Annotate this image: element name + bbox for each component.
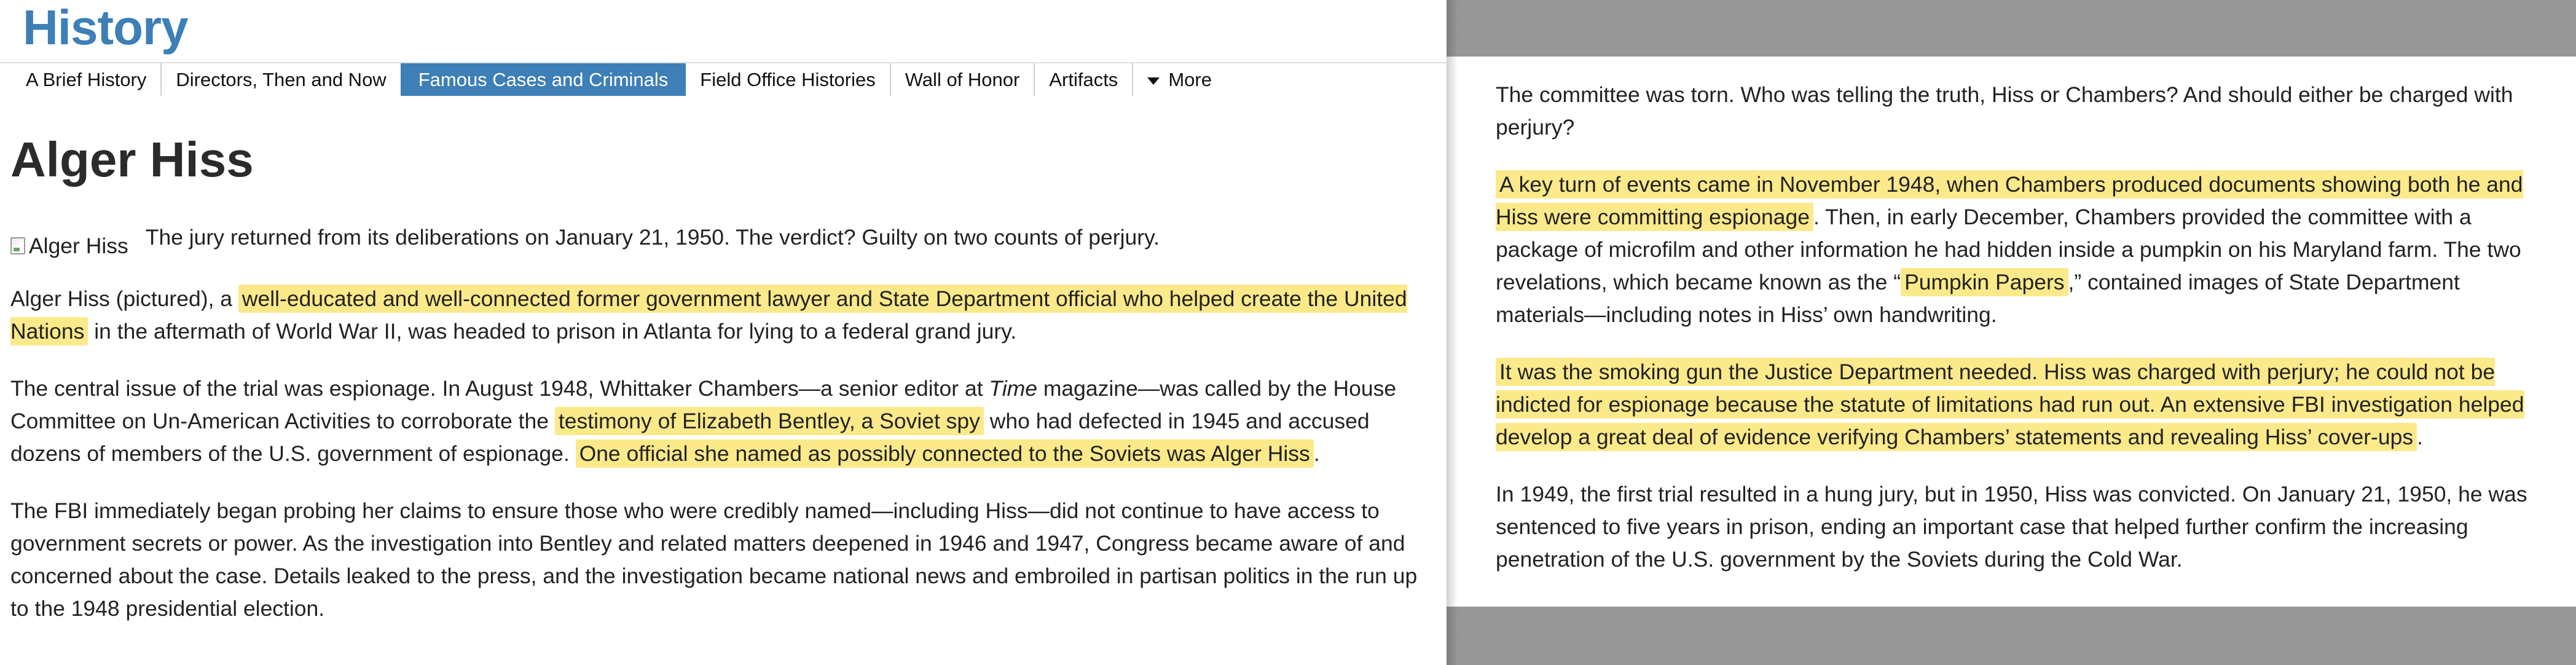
magazine-name: Time — [989, 376, 1037, 401]
reader-paragraph-3 — [1496, 356, 2540, 454]
nav-item-field-office-histories[interactable]: Field Office Histories — [686, 63, 890, 96]
portrait-image — [10, 221, 128, 258]
lead-paragraph: The jury returned from its deliberations on January 21, 1950. The verdict? Guilty on two counts of perjury. — [145, 225, 1160, 250]
article-body — [10, 221, 1436, 650]
broken-image-icon — [10, 237, 25, 254]
text-segment: Alger Hiss (pictured), a — [10, 286, 238, 311]
text-segment: . — [1313, 441, 1320, 466]
reader-content — [1496, 79, 2540, 600]
text-segment: . — [2417, 425, 2423, 449]
nav-item-brief-history[interactable]: A Brief History — [13, 63, 162, 96]
highlighted-text[interactable]: One official she named as possibly connected to the Soviets was Alger Hiss — [576, 439, 1314, 468]
text-segment: . Then, in early December, Chambers provided the committee with a package of microfilm and other information he had hidden inside a pumpkin on his Maryland farm. The two revelations, which became known as the “ — [1496, 205, 2521, 294]
caret-down-icon — [1147, 77, 1160, 85]
lead-row — [10, 221, 1436, 258]
pane-shadow — [1447, 0, 1458, 665]
nav-more-menu[interactable] — [1133, 63, 1226, 96]
portrait-alt-text: Alger Hiss — [29, 234, 128, 258]
reader-overlay — [1447, 0, 2576, 665]
page-title: Alger Hiss — [10, 132, 254, 187]
text-segment: ,” contained images of State Department materials—including notes in Hiss’ own handwriting. — [1496, 270, 2460, 327]
reader-panel — [1447, 57, 2576, 607]
site-title[interactable]: History — [23, 0, 188, 55]
highlighted-text[interactable]: A key turn of events came in November 1948, when Chambers produced documents showing both he and Hiss were committing espionage — [1496, 170, 2523, 231]
article-paragraph-3: The FBI immediately began probing her claims to ensure those who were credibly named—including Hiss—did not continue to have access to government secrets or power. As the investigation into Bentley and related matters deepened in 1946 and 1947, Congress became aware of and concerned about the case. Details leaked to the press, and the investigation became national news and embroiled in partisan politics in the run up to the 1948 presidential election. — [10, 498, 1418, 621]
nav-more-label: More — [1168, 69, 1212, 90]
nav-item-artifacts[interactable]: Artifacts — [1035, 63, 1133, 96]
highlighted-text[interactable]: testimony of Elizabeth Bentley, a Soviet spy — [555, 407, 984, 435]
nav-item-wall-of-honor[interactable]: Wall of Honor — [891, 63, 1035, 96]
reader-paragraph-4: In 1949, the first trial resulted in a hung jury, but in 1950, Hiss was convicted. On January 21, 1950, he was sentenced to five years in prison, ending an important case that helped further confirm the increasing penetration of the U.S. government by the Soviets during the Cold War. — [1496, 482, 2527, 572]
highlighted-text[interactable]: well-educated and well-connected former government lawyer and State Department official who helped create the United Nations — [10, 285, 1407, 345]
nav-item-famous-cases[interactable]: Famous Cases and Criminals — [401, 63, 686, 96]
text-segment: magazine—was called by the House Committee on Un-American Activities to corroborate the — [10, 376, 1397, 433]
highlighted-text[interactable]: It was the smoking gun the Justice Department needed. Hiss was charged with perjury; he could not be indicted for espionage because the statute of limitations had run out. An extensive FBI investigation helped develop a great deal of evidence verifying Chambers’ statements and revealing Hiss’ cover-ups — [1496, 358, 2524, 451]
nav-item-directors[interactable]: Directors, Then and Now — [176, 69, 387, 90]
highlighted-text[interactable]: Pumpkin Papers — [1901, 268, 2068, 296]
article-paragraph-1 — [10, 283, 1436, 348]
reader-paragraph-2 — [1496, 168, 2540, 331]
reader-paragraph-1: The committee was torn. Who was telling the truth, Hiss or Chambers? And should either be charged with perjury? — [1496, 82, 2513, 140]
text-segment: in the aftermath of World War II, was headed to prison in Atlanta for lying to a federal grand jury. — [88, 319, 1017, 344]
section-nav — [13, 63, 1226, 96]
text-segment: The central issue of the trial was espionage. In August 1948, Whittaker Chambers—a senior editor at — [10, 376, 989, 401]
text-segment: who had defected in 1945 and accused dozens of members of the U.S. government of espionage. — [10, 409, 1370, 466]
article-paragraph-2 — [10, 372, 1436, 470]
